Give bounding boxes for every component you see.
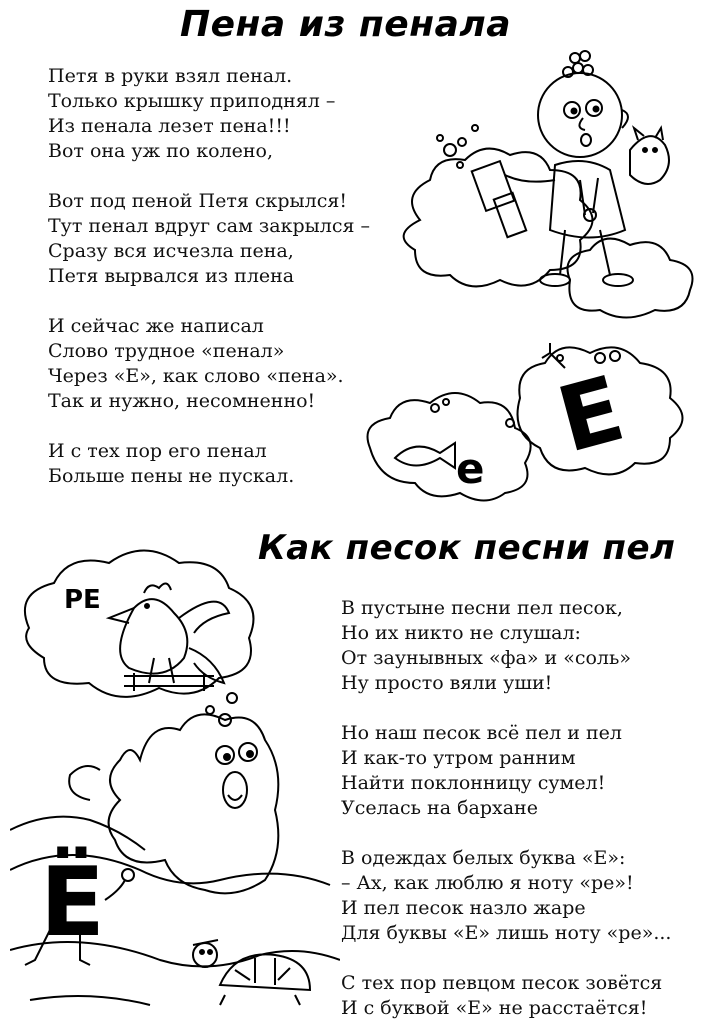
poem-line: Но наш песок всё пел и пел (341, 722, 622, 744)
poem2-body (341, 596, 671, 1021)
poem2-stanza-4 (341, 971, 671, 1021)
poem1-stanza-3 (48, 314, 370, 414)
poem-line: Найти поклонницу сумел! (341, 772, 606, 794)
singing-sand-illustration (10, 700, 340, 1022)
poem-line: Петя в руки взял пенал. (48, 65, 293, 87)
rooster-thought-bubble-illustration (14, 548, 276, 708)
poem-line: В пустыне песни пел песок, (341, 597, 623, 619)
poem-line: Петя вырвался из плена (48, 265, 295, 287)
poem-line: Ну просто вяли уши! (341, 672, 553, 694)
poem-line: Через «Е», как слово «пена». (48, 365, 344, 387)
letter-e-foam-illustration (360, 318, 700, 508)
poem1-stanza-1 (48, 64, 370, 164)
poem-line: – Ах, как люблю я ноту «ре»! (341, 872, 634, 894)
poem-line: Сразу вся исчезла пена, (48, 240, 294, 262)
poem-line: И пел песок назло жаре (341, 897, 586, 919)
poem-line: Вот она уж по колено, (48, 140, 274, 162)
poem-line: Уселась на бархане (341, 797, 538, 819)
poem2-stanza-2 (341, 721, 671, 821)
poem-line: И как-то утром ранним (341, 747, 576, 769)
poem-line: Так и нужно, несомненно! (48, 390, 316, 412)
poem1-stanza-2 (48, 189, 370, 289)
poem-line: Только крышку приподнял – (48, 90, 336, 112)
poem-line: Тут пенал вдруг сам закрылся – (48, 215, 371, 237)
poem-line: Для буквы «Е» лишь ноту «ре»... (341, 922, 672, 944)
poem-line: И с буквой «Е» не расстаётся! (341, 997, 648, 1019)
poem-line: Слово трудное «пенал» (48, 340, 285, 362)
big-e-letter: Е (547, 356, 635, 474)
poem-line: Из пенала лезет пена!!! (48, 115, 291, 137)
desert-e-letter: Ё (40, 848, 105, 958)
boy-with-pencil-case-illustration (350, 30, 715, 330)
poem-line: И сейчас же написал (48, 315, 264, 337)
poem-line: С тех пор певцом песок зовётся (341, 972, 663, 994)
poem2-stanza-1 (341, 596, 671, 696)
poem-line: В одеждах белых буква «Е»: (341, 847, 626, 869)
poem1-title: Пена из пенала (180, 4, 512, 45)
poem-line: Вот под пеной Петя скрылся! (48, 190, 347, 212)
poem1-stanza-4 (48, 439, 370, 489)
poem-line: Больше пены не пускал. (48, 465, 295, 487)
poem-line: Но их никто не слушал: (341, 622, 581, 644)
poem2-title: Как песок песни пел (258, 528, 676, 568)
poem2-stanza-3 (341, 846, 671, 946)
poem1-body (48, 64, 370, 489)
poem-line: И с тех пор его пенал (48, 440, 267, 462)
re-note-label: РЕ (64, 585, 101, 615)
poem-line: От заунывных «фа» и «соль» (341, 647, 631, 669)
small-e-letter: е (456, 444, 485, 493)
